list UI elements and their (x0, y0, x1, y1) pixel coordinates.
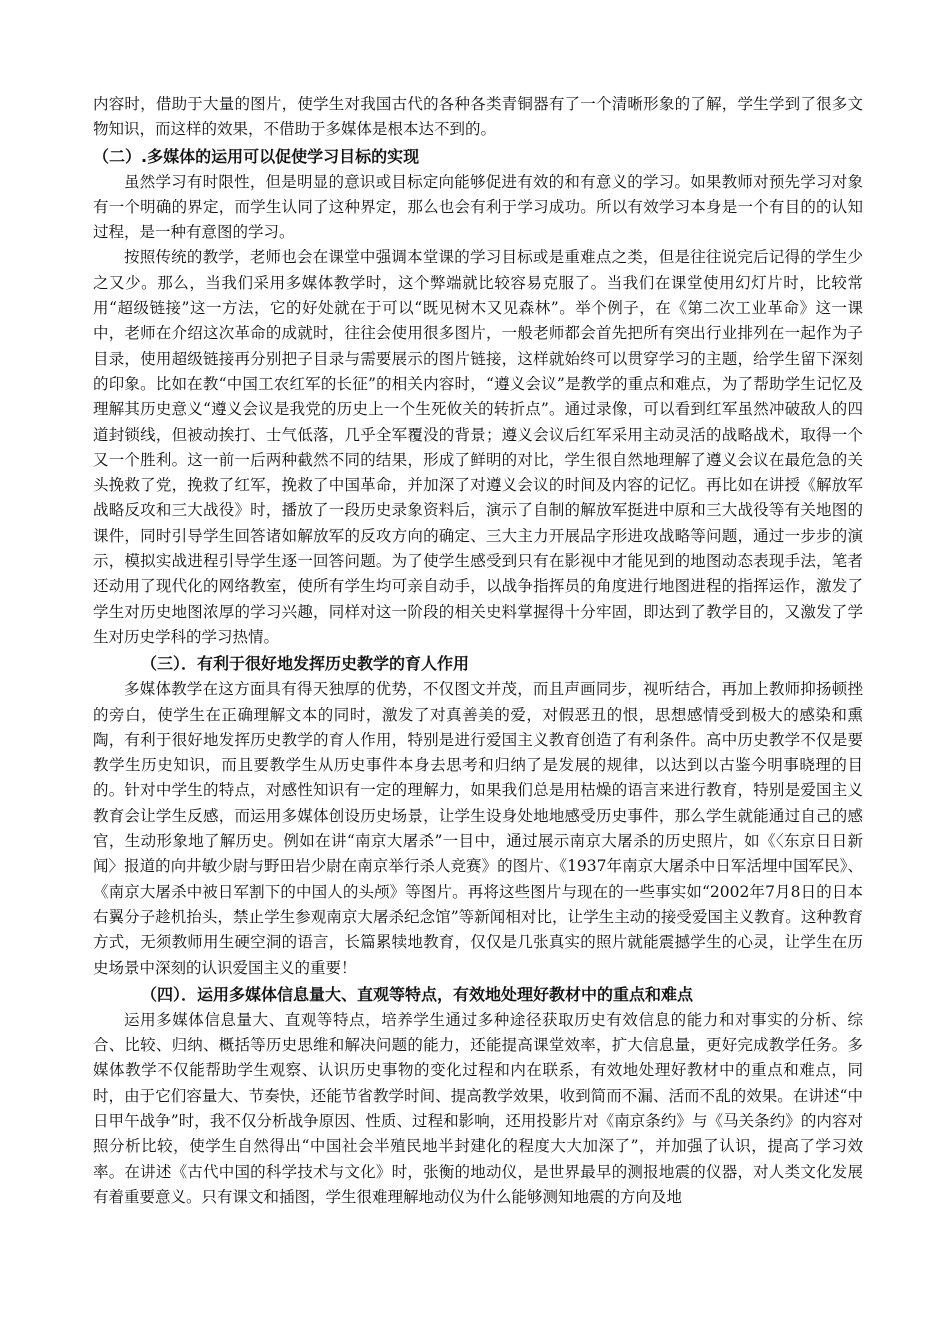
paragraph-traditional-teaching: 按照传统的教学，老师也会在课堂中强调本堂课的学习目标或是重难点之类，但是往往说完后记得的学生少之又少。那么，当我们采用多媒体教学时，这个弊端就比较容易克服了。当我们在课堂使用幻灯片时，比较常用“超级链接”这一方法，它的好处就在于可以“既见树木又见森林”。举个例子，在《第二次工业革命》这一课中，老师在介绍这次革命的成就时，往往会使用很多图片，一般老师都会首先把所有突出行业排列在一起作为子目录，使用超级链接再分别把子目录与需要展示的图片链接，这样就始终可以贯穿学习的主题，给学生留下深刻的印象。比如在教“中国工农红军的长征”的相关内容时，“遵义会议”是教学的重点和难点，为了帮助学生记忆及理解其历史意义“遵义会议是我党的历史上一个生死攸关的转折点”。通过录像，可以看到红军虽然冲破敌人的四道封锁线，但被动挨打、士气低落，几乎全军覆没的背景；遵义会议后红军采用主动灵活的战略战术，取得一个又一个胜利。这一前一后两种截然不同的结果，形成了鲜明的对比，学生很自然地理解了遵义会议在最危急的关头挽救了党，挽救了红军，挽救了中国革命，并加深了对遵义会议的时间及内容的记忆。再比如在讲授《解放军战略反攻和三大战役》时，播放了一段历史录象资料后，演示了自制的解放军挺进中原和三大战役等有关地图的课件，同时引导学生回答诸如解放军的反攻方向的确定、三大主力开展品字形进攻战略等问题，通过一步步的演示，模拟实战进程引导学生逐一回答问题。为了使学生感受到只有在影视中才能见到的地图动态表现手法，笔者还动用了现代化的网络教室，使所有学生均可亲自动手，以战争指挥员的角度进行地图进程的指挥运作，激发了学生对历史地图浓厚的学习兴趣，同样对这一阶段的相关史料掌握得十分牢固，即达到了教学目的，又激发了学生对历史学科的学习热情。 (93, 248, 863, 646)
paragraph-continuation: 内容时，借助于大量的图片，使学生对我国古代的各种各类青铜器有了一个清晰形象的了解，学生学到了很多文物知识，而这样的效果，不借助于多媒体是根本达不到的。 (93, 95, 863, 139)
paragraph-learning-goals: 虽然学习有时限性，但是明显的意识或目标定向能够促进有效的和有意义的学习。如果教师对预先学习对象有一个明确的界定，而学生认同了这种界定，那么也会有利于学习成功。所以有效学习本身是一个有目的的认知过程，是一种有意图的学习。 (93, 172, 863, 242)
section-heading-2: （二）.多媒体的运用可以促使学习目标的实现 (93, 146, 420, 166)
paragraph-key-difficult-points: 运用多媒体信息量大、直观等特点，培养学生通过多种途径获取历史有效信息的能力和对事实的分析、综合、比较、归纳、概括等历史思维和解决问题的能力，还能提高课堂效率，扩大信息量，更好完成教学任务。多媒体教学不仅能帮助学生观察、认识历史事物的变化过程和内在联系，有效地处理好教材中的重点和难点，同时，由于它们容量大、节奏快，还能节省教学时间、提高教学效果，收到简而不漏、活而不乱的效果。在讲述“中日甲午战争”时，我不仅分析战争原因、性质、过程和影响，还用投影片对《南京条约》与《马关条约》的内容对照分析比较，使学生自然得出“中国社会半殖民地半封建化的程度大大加深了”，并加强了认识，提高了学习效率。在讲述《古代中国的科学技术与文化》时，张衡的地动仪，是世界最早的测报地震的仪器，对人类文化发展有着重要意义。只有课文和插图，学生很难理解地动仪为什么能够测知地震的方向及地 (93, 1010, 863, 1206)
section-heading-4: （四）．运用多媒体信息量大、直观等特点，有效地处理好教材中的重点和难点 (141, 984, 694, 1004)
paragraph-patriotic-education: 多媒体教学在这方面具有得天独厚的优势，不仅图文并茂，而且声画同步，视听结合，再加上教师抑扬顿挫的旁白，使学生在正确理解文本的同时，激发了对真善美的爱，对假恶丑的恨，思想感情受到极大的感染和熏陶，有利于很好地发挥历史教学的育人作用，特别是进行爱国主义教育创造了有利条件。高中历史教学不仅是要教学生历史知识，而且要教学生从历史事件本身去思考和归纳了是发展的规律，以达到以古鉴今明事晓理的目的。针对中学生的特点，对感性知识有一定的理解力，如果我们总是用枯燥的语言来进行教育，特别是爱国主义教育会让学生反感，而运用多媒体创设历史场景，让学生设身处地地感受历史事件，那么学生就能通过自己的感官，生动形象地了解历史。例如在讲“南京大屠杀”一目中，通过展示南京大屠杀的历史照片，如《〈东京日日新闻〉报道的向井敏少尉与野田岩少尉在南京举行杀人竞赛》的图片、《1937年南京大屠杀中日军活埋中国军民》、《南京大屠杀中被日军割下的中国人的头颅》等图片。再将这些图片与现在的一些事实如“2002年7月8日的日本右翼分子趁机抬头，禁止学生参观南京大屠杀纪念馆”等新闻相对比，让学生主动的接受爱国主义教育。这种教育方式，无须教师用生硬空洞的语言，长篇累犊地教育，仅仅是几张真实的照片就能震撼学生的心灵，让学生在历史场景中深刻的认识爱国主义的重要！ (93, 680, 863, 977)
section-heading-3: （三）．有利于很好地发挥历史教学的育人作用 (141, 654, 470, 674)
document-page (93, 92, 863, 1210)
